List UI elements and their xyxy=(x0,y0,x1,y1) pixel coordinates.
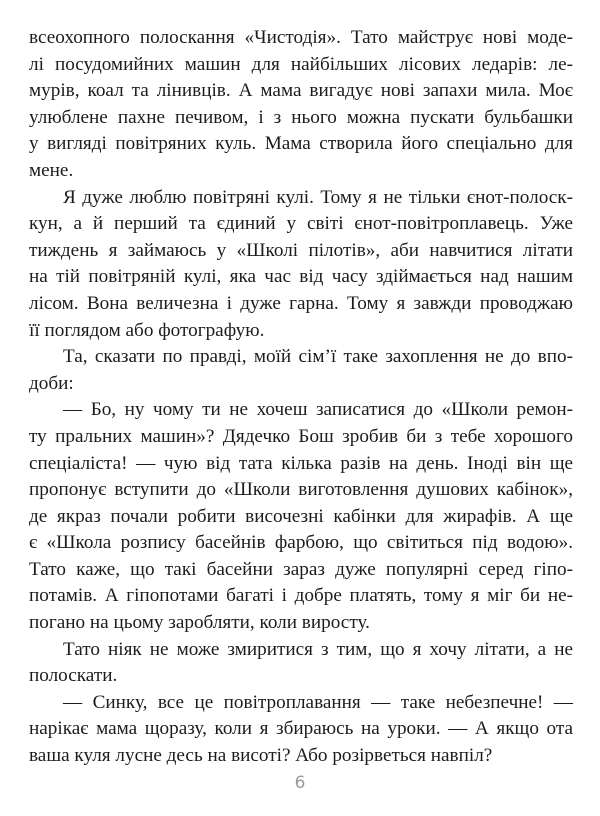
text-line: мурів, коал та лінивців. А мама вигадує нові запахи мила. Моє xyxy=(29,80,573,102)
paragraph xyxy=(29,344,573,397)
text-line: лісом. Вона величезна і дуже гарна. Тому я завжди проводжаю xyxy=(29,292,573,314)
paragraph xyxy=(29,397,573,636)
text-line: є «Школа розпису басейнів фарбою, що світиться під водою». xyxy=(29,532,573,554)
paragraph xyxy=(29,690,573,770)
text-line: потамів. А гіпопотами багаті і добре платять, тому я міг би не- xyxy=(29,585,573,607)
text-line: полоскати. xyxy=(29,665,118,687)
text-line: ваша куля лусне десь на висоті? Або розірветься навпіл? xyxy=(29,745,493,767)
text-line: мене. xyxy=(29,159,74,181)
text-line: Та, сказати по правді, моїй сім’ї таке захоплення не до впо- xyxy=(63,346,573,368)
page-number: 6 xyxy=(294,773,306,793)
page-text xyxy=(29,25,573,770)
text-line: кун, а й перший та єдиний у світі єнот-повітроплавець. Уже xyxy=(29,213,573,235)
text-line: Тато каже, що такі басейни зараз дуже популярні серед гіпо- xyxy=(29,558,573,580)
text-line: її поглядом або фотографую. xyxy=(29,319,265,341)
text-line: у вигляді повітряних куль. Мама створила його спеціально для xyxy=(29,133,573,155)
text-line: ту пральних машин»? Дядечко Бош зробив би з тебе хорошого xyxy=(29,425,573,447)
text-line: — Бо, ну чому ти не хочеш записатися до «Школи ремон- xyxy=(63,399,573,421)
paragraph xyxy=(29,25,573,185)
text-line: погано на цьому заробляти, коли виросту. xyxy=(29,612,370,634)
text-line: Я дуже люблю повітряні кулі. Тому я не тільки єнот-полоск- xyxy=(63,186,573,208)
text-line: на тій повітряній кулі, яка час від часу здіймається над нашим xyxy=(29,266,573,288)
text-line: Тато ніяк не може змиритися з тим, що я хочу літати, а не xyxy=(63,638,573,660)
text-line: тиждень я займаюсь у «Школі пілотів», аби навчитися літати xyxy=(29,239,573,261)
text-line: — Синку, все це повітроплавання — таке небезпечне! — xyxy=(63,691,573,713)
text-line: де якраз почали робити височезні кабінки для жирафів. А ще xyxy=(29,505,573,527)
text-line: улюблене пахне печивом, і з нього можна пускати бульбашки xyxy=(29,106,573,128)
text-line: всеохопного полоскання «Чистодія». Тато майструє нові моде- xyxy=(29,27,573,48)
text-line: доби: xyxy=(29,372,74,394)
text-line: пропонує вступити до «Школи виготовлення душових кабінок», xyxy=(29,479,573,501)
paragraph xyxy=(29,637,573,690)
text-line: лі посудомийних машин для найбільших лісових ледарів: ле- xyxy=(29,53,573,75)
paragraph xyxy=(29,185,573,345)
text-line: нарікає мама щоразу, коли я збираюсь на уроки. — А якщо ота xyxy=(29,718,573,740)
text-line: спеціаліста! — чую від тата кілька разів на день. Іноді він ще xyxy=(29,452,573,474)
